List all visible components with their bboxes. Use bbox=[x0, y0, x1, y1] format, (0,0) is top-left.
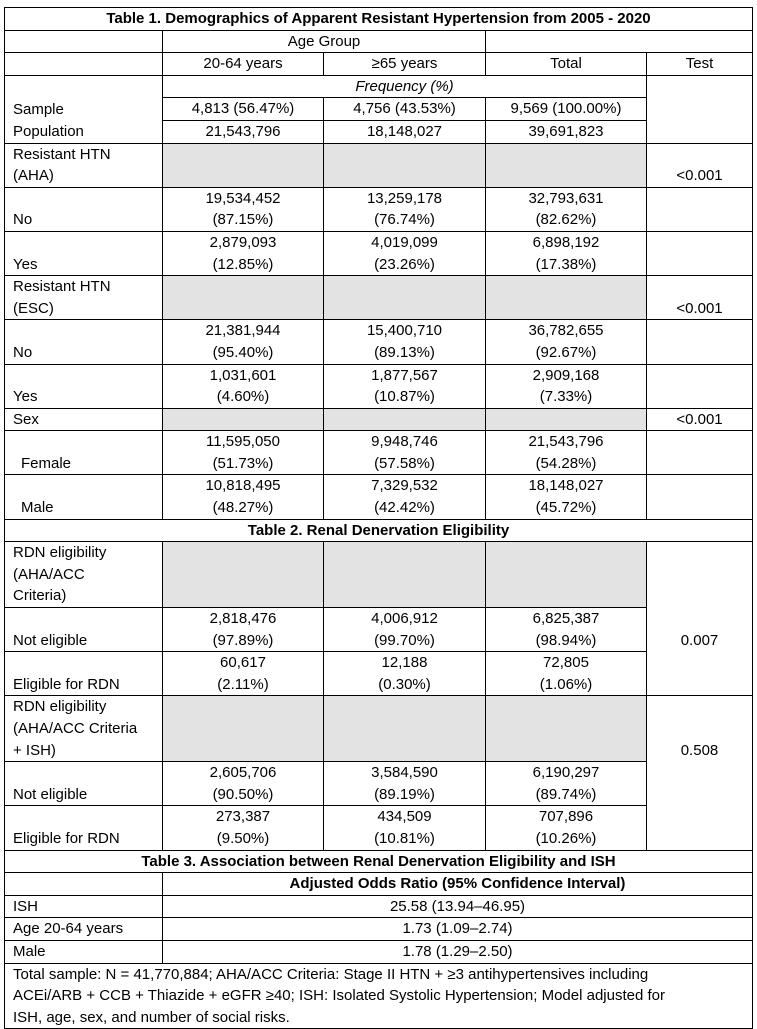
document-table-container bbox=[4, 7, 752, 1029]
blank-cell bbox=[647, 806, 753, 850]
shaded-cell bbox=[486, 542, 647, 608]
row-label-not-eligible: Not eligible bbox=[5, 762, 163, 806]
shaded-cell bbox=[163, 276, 324, 320]
footnote-line: Total sample: N = 41,770,884; AHA/ACC Criteria: Stage II HTN + ≥3 antihypertensives including bbox=[13, 965, 649, 983]
value-cell: 434,509 (10.81%) bbox=[324, 806, 486, 850]
value-cell: 6,190,297 (89.74%) bbox=[486, 762, 647, 806]
value-cell: 2,879,093 (12.85%) bbox=[163, 231, 324, 275]
shaded-cell bbox=[324, 276, 486, 320]
value-cell: 72,805 (1.06%) bbox=[486, 652, 647, 696]
label-line: Criteria) bbox=[13, 587, 67, 605]
shaded-cell bbox=[324, 143, 486, 187]
value-cell: 2,818,476 (97.89%) bbox=[163, 608, 324, 652]
row-label-no: No bbox=[5, 320, 163, 364]
blank-cell bbox=[647, 231, 753, 275]
table1-title: Table 1. Demographics of Apparent Resistant Hypertension from 2005 - 2020 bbox=[5, 8, 753, 31]
row-label-resistant-htn-esc bbox=[5, 276, 163, 320]
test-sex: <0.001 bbox=[647, 408, 753, 431]
value-cell: 13,259,178 (76.74%) bbox=[324, 187, 486, 231]
test-rdn-aha-acc: 0.007 bbox=[647, 608, 753, 652]
blank-cell bbox=[647, 475, 753, 519]
shaded-cell bbox=[486, 276, 647, 320]
row-label-sex: Sex bbox=[5, 408, 163, 431]
blank-cell bbox=[5, 873, 163, 896]
value-cell: 1,877,567 (10.87%) bbox=[324, 364, 486, 408]
blank-cell bbox=[5, 75, 163, 98]
row-label-resistant-htn-aha bbox=[5, 143, 163, 187]
row-label-ish: ISH bbox=[5, 895, 163, 918]
value-cell: 7,329,532 (42.42%) bbox=[324, 475, 486, 519]
value-cell: 21,381,944 (95.40%) bbox=[163, 320, 324, 364]
value-cell: 6,898,192 (17.38%) bbox=[486, 231, 647, 275]
value-cell: 2,909,168 (7.33%) bbox=[486, 364, 647, 408]
col-header-65-plus: ≥65 years bbox=[324, 53, 486, 76]
value-cell: 3,584,590 (89.19%) bbox=[324, 762, 486, 806]
label-line: + ISH) bbox=[13, 741, 56, 759]
footnote-line: ISH, age, sex, and number of social risks. bbox=[13, 1008, 290, 1026]
value-cell: 21,543,796 (54.28%) bbox=[486, 431, 647, 475]
blank-cell bbox=[647, 431, 753, 475]
blank-cell bbox=[5, 30, 163, 53]
frequency-header: Frequency (%) bbox=[163, 75, 647, 98]
value-cell: 9,948,746 (57.58%) bbox=[324, 431, 486, 475]
blank-cell bbox=[5, 53, 163, 76]
blank-cell bbox=[647, 98, 753, 121]
value-cell: 707,896 (10.26%) bbox=[486, 806, 647, 850]
footnote-line: ACEi/ARB + CCB + Thiazide + eGFR ≥40; ISH: Isolated Systolic Hypertension; Model adjusted for bbox=[13, 987, 666, 1005]
blank-cell bbox=[647, 542, 753, 608]
population-65-plus: 18,148,027 bbox=[324, 120, 486, 143]
blank-cell bbox=[647, 320, 753, 364]
odds-ratio-age: 1.73 (1.09–2.74) bbox=[163, 918, 753, 941]
row-label-male: Male bbox=[5, 940, 163, 963]
value-cell: 10,818,495 (48.27%) bbox=[163, 475, 324, 519]
shaded-cell bbox=[163, 542, 324, 608]
label-line: (AHA/ACC bbox=[13, 565, 85, 583]
table2-title: Table 2. Renal Denervation Eligibility bbox=[5, 519, 753, 542]
odds-ratio-male: 1.78 (1.29–2.50) bbox=[163, 940, 753, 963]
row-label-eligible-for-rdn: Eligible for RDN bbox=[5, 652, 163, 696]
blank-cell bbox=[647, 364, 753, 408]
label-line: Resistant HTN bbox=[13, 145, 111, 163]
row-label-not-eligible: Not eligible bbox=[5, 608, 163, 652]
sample-20-64: 4,813 (56.47%) bbox=[163, 98, 324, 121]
label-line: RDN eligibility bbox=[13, 698, 107, 716]
value-cell: 15,400,710 (89.13%) bbox=[324, 320, 486, 364]
row-label-male: Male bbox=[5, 475, 163, 519]
row-label-rdn-aha-acc bbox=[5, 542, 163, 608]
row-label-rdn-aha-acc-ish bbox=[5, 696, 163, 762]
label-line: Resistant HTN bbox=[13, 278, 111, 296]
shaded-cell bbox=[324, 696, 486, 762]
row-label-population: Population bbox=[5, 120, 163, 143]
blank-cell bbox=[647, 762, 753, 806]
table3-title: Table 3. Association between Renal Denervation Eligibility and ISH bbox=[5, 850, 753, 873]
test-aha: <0.001 bbox=[647, 143, 753, 187]
shaded-cell bbox=[486, 143, 647, 187]
shaded-cell bbox=[163, 408, 324, 431]
value-cell: 19,534,452 (87.15%) bbox=[163, 187, 324, 231]
value-cell: 4,019,099 (23.26%) bbox=[324, 231, 486, 275]
shaded-cell bbox=[324, 408, 486, 431]
blank-cell bbox=[647, 75, 753, 98]
row-label-yes: Yes bbox=[5, 364, 163, 408]
shaded-cell bbox=[324, 542, 486, 608]
col-header-total: Total bbox=[486, 53, 647, 76]
col-header-test: Test bbox=[647, 53, 753, 76]
population-20-64: 21,543,796 bbox=[163, 120, 324, 143]
sample-total: 9,569 (100.00%) bbox=[486, 98, 647, 121]
shaded-cell bbox=[163, 696, 324, 762]
odds-ratio-ish: 25.58 (13.94–46.95) bbox=[163, 895, 753, 918]
value-cell: 6,825,387 (98.94%) bbox=[486, 608, 647, 652]
test-rdn-aha-acc-ish: 0.508 bbox=[647, 696, 753, 762]
population-total: 39,691,823 bbox=[486, 120, 647, 143]
row-label-female: Female bbox=[5, 431, 163, 475]
value-cell: 36,782,655 (92.67%) bbox=[486, 320, 647, 364]
row-label-eligible-for-rdn: Eligible for RDN bbox=[5, 806, 163, 850]
value-cell: 273,387 (9.50%) bbox=[163, 806, 324, 850]
shaded-cell bbox=[486, 408, 647, 431]
test-esc: <0.001 bbox=[647, 276, 753, 320]
value-cell: 11,595,050 (51.73%) bbox=[163, 431, 324, 475]
value-cell: 12,188 (0.30%) bbox=[324, 652, 486, 696]
blank-cell bbox=[647, 187, 753, 231]
shaded-cell bbox=[486, 696, 647, 762]
row-label-age-20-64: Age 20-64 years bbox=[5, 918, 163, 941]
label-line: RDN eligibility bbox=[13, 544, 107, 562]
blank-cell bbox=[647, 652, 753, 696]
blank-cell bbox=[486, 30, 753, 53]
value-cell: 1,031,601 (4.60%) bbox=[163, 364, 324, 408]
row-label-yes: Yes bbox=[5, 231, 163, 275]
row-label-no: No bbox=[5, 187, 163, 231]
blank-cell bbox=[647, 120, 753, 143]
shaded-cell bbox=[163, 143, 324, 187]
label-line: (AHA) bbox=[13, 167, 54, 185]
value-cell: 4,006,912 (99.70%) bbox=[324, 608, 486, 652]
adjusted-odds-ratio-header: Adjusted Odds Ratio (95% Confidence Interval) bbox=[163, 873, 753, 896]
value-cell: 60,617 (2.11%) bbox=[163, 652, 324, 696]
label-line: (ESC) bbox=[13, 299, 54, 317]
demographics-table bbox=[4, 7, 753, 1029]
value-cell: 2,605,706 (90.50%) bbox=[163, 762, 324, 806]
col-header-20-64: 20-64 years bbox=[163, 53, 324, 76]
footnote bbox=[5, 963, 753, 1029]
label-line: (AHA/ACC Criteria bbox=[13, 720, 138, 737]
sample-65-plus: 4,756 (43.53%) bbox=[324, 98, 486, 121]
value-cell: 18,148,027 (45.72%) bbox=[486, 475, 647, 519]
row-label-sample: Sample bbox=[5, 98, 163, 121]
age-group-header: Age Group bbox=[163, 30, 486, 53]
value-cell: 32,793,631 (82.62%) bbox=[486, 187, 647, 231]
